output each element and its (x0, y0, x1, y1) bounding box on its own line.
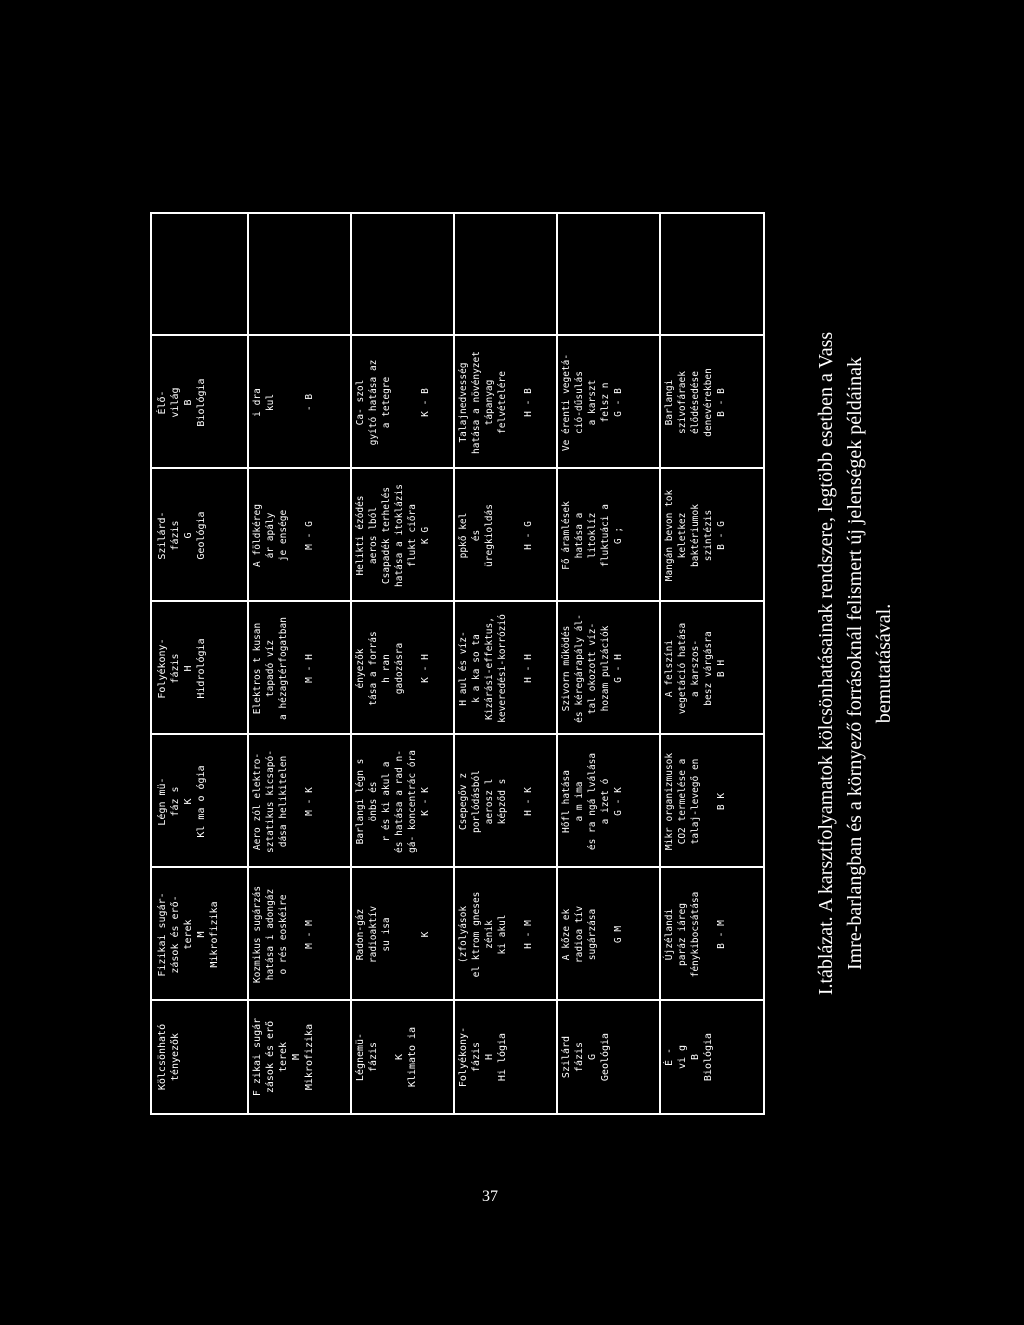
table-caption-rotated (812, 212, 912, 1115)
table-cell: Csepegőv z porlódásból aerosz l képződ s H - K (458, 770, 534, 833)
table-cell: A felszíni vegetáció hatása a karszos- besz várgásra B H (664, 622, 727, 715)
interaction-table (150, 212, 765, 1115)
header-cell-solid-phase: Szilárd- fázis G Geológia (157, 511, 207, 560)
table-cell: Kozmikus sugárzás hatása i adongáz o rés eoskéire M - M (252, 885, 315, 984)
table-cell: Hőfl hatása a m ima és ra ngá lválása a izet ó G - K (561, 752, 624, 851)
header-cell-physics: Fizikai sugár- zások és erő- terek M Mikrofizika (157, 892, 220, 977)
table-cell: Barlangi szivofáraek élődésedése denevérekben B - B (664, 368, 727, 437)
table-caption: I.táblázat. A karsztfolyamatok kölcsönhatásainak rendszere, legtöbb esetben a Vass Imre-barlangban és a környező forrásoknál felismert új jelenségek példáinak bemutatásával. (815, 331, 895, 996)
table-cell: ényezők tása a forrás h ran gadozásra K - H (355, 631, 431, 706)
table-cell: Barlangi légn s önbs és r és ki akul a és hatása a rad n- gá- koncentrác óra K - K (355, 750, 431, 853)
row-header-physics: F zikai sugár zások és erő terek M Mikrofizika (252, 1017, 315, 1097)
table-cell: Radon-gáz radioaktív su isa K (355, 905, 431, 964)
row-header-liquid-phase: Folyékony- fázis H Hi lógia (458, 1026, 508, 1088)
table-cell: i dra kul - B (252, 388, 315, 417)
table-cell: Ca- szol gyító hatása az a tetegre K - B (355, 359, 431, 446)
table-cell: ppkő kel és üregkioldás H - G (458, 504, 534, 567)
header-cell-factors: Kölcsönható tényezők (157, 1023, 181, 1091)
row-header-gas-phase: Légnemü- fázis K Klimato ia (355, 1026, 418, 1088)
table-cell: Mikr organizmusok CO2 termelése a talaj-levegő en B K (664, 752, 727, 851)
row-header-biology: É - vi g B Biológia (664, 1032, 714, 1082)
table-cell: (zfolyások el ktrom gneses zénik ki akul H - M (458, 891, 534, 978)
page-number: 37 (482, 1188, 498, 1205)
table-cell: Mangán bevon tok keletkez baktériumok szintézis B - G (664, 489, 727, 582)
table-cell: A földkéreg ár apály je ensége M - G (252, 504, 315, 567)
row-header-solid-phase: Szilárd fázis G Geológia (561, 1032, 611, 1082)
table-cell: Szivorn működés és kéregárapály ál- tal okozott víz- hozam pulzációk G - H (561, 614, 624, 723)
table-cell: H aul és víz- k a ka so ta Kizárási-effektus, keveredési-korrózió H - H (458, 614, 534, 723)
header-cell-liquid-phase: Folyékony- fázis H Hidrológia (157, 638, 207, 699)
header-cell-biology: Élő- világ B Biológia (157, 378, 207, 427)
table-cell: Helikti ézódés aeros lból Csapadék terhelés hatása a itoklázis flukt ciőra K G (355, 484, 431, 587)
table-cell: Talajnedvesség hatása a növényzet tápanyag felvételére H - B (458, 351, 534, 454)
table-cell: Fő áramlések hatása a litoklíz fluktuáci a G ; (561, 501, 624, 570)
interaction-table-rotated (150, 212, 765, 1115)
table-cell: A kőze ek radioa tív sugárzása G M (561, 905, 624, 964)
table-cell: Elektros t kusan tapadó víz a hézagtérfogatban M - H (252, 617, 315, 720)
table-cell: Újzélandi paráz iáreg fénykibocsátása B - M (664, 891, 727, 978)
table-cell: Aero zól elektro- sztatikus kicsapó- dása helikitelen M - K (252, 750, 315, 853)
table-cell: Ve érenti vegetá- ció-dűsulás a karszt felsz n G - B (561, 353, 624, 452)
header-cell-gas-phase: Légn mü- fáz s K Kl ma o ógia (157, 765, 207, 838)
